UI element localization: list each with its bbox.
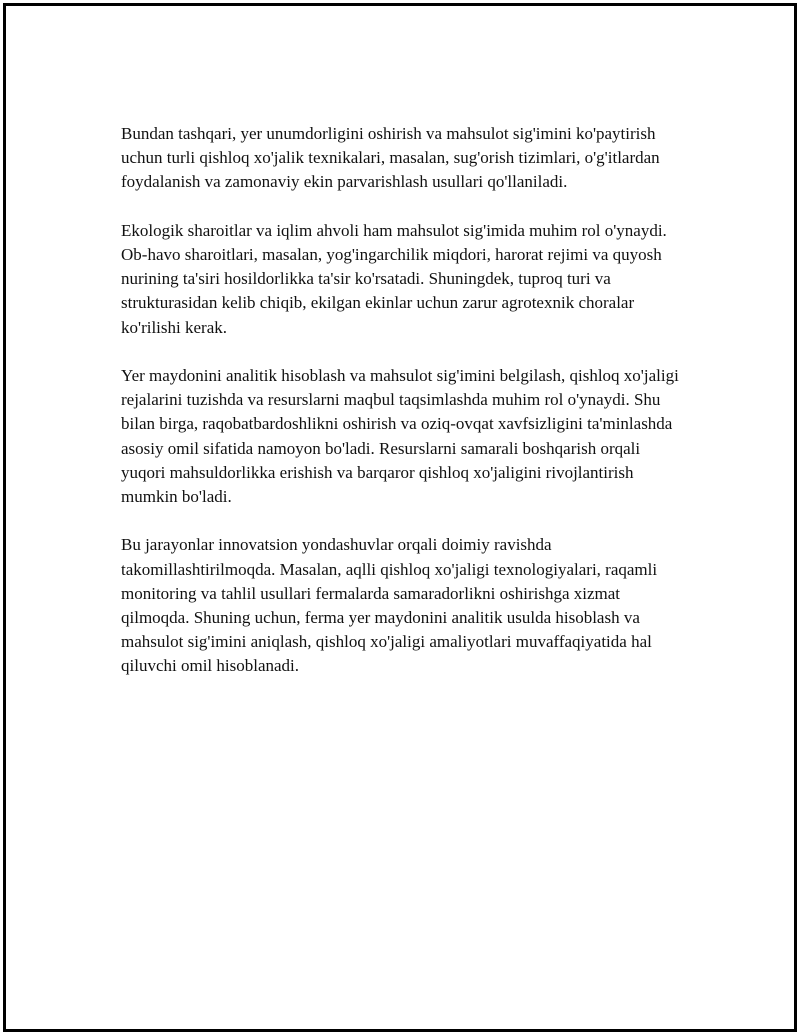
paragraph-2: Ekologik sharoitlar va iqlim ahvoli ham mahsulot sig'imida muhim rol o'ynaydi. Ob-havo sharoitlari, masalan, yog'ingarchilik miqdori, harorat rejimi va quyosh nurining ta'siri hosildorlikka ta'sir ko'rsatadi. Shuningdek, tuproq turi va strukturasidan kelib chiqib, ekilgan ekinlar uchun zarur agrotexnik choralar ko'rilishi kerak. [121,220,667,337]
page-border [3,3,797,1032]
paragraph-1: Bundan tashqari, yer unumdorligini oshirish va mahsulot sig'imini ko'paytirish uchun turli qishloq xo'jalik texnikalari, masalan, sug'orish tizimlari, o'g'itlardan foydalanish va zamonaviy ekin parvarishlash usullari qo'llaniladi. [121,124,660,192]
paragraph-4: Bu jarayonlar innovatsion yondashuvlar orqali doimiy ravishda takomillashtirilmoqda. Masalan, aqlli qishloq xo'jaligi texnologiyalari, raqamli monitoring va tahlil usullari fermalarda samaradorlikni oshirishga xizmat qilmoqda. Shuning uchun, ferma yer maydonini analitik usulda hisoblash va mahsulot sig'imini aniqlash, qishloq xo'jaligi amaliyotlari muvaffaqiyatida hal qiluvchi omil hisoblanadi. [121,535,658,676]
document-body [121,122,686,703]
paragraph-3: Yer maydonini analitik hisoblash va mahsulot sig'imini belgilash, qishloq xo'jaligi rejalarini tuzishda va resurslarni maqbul taqsimlashda muhim rol o'ynaydi. Shu bilan birga, raqobatbardoshlikni oshirish va oziq-ovqat xavfsizligini ta'minlashda asosiy omil sifatida namoyon bo'ladi. Resurslarni samarali boshqarish orqali yuqori mahsuldorlikka erishish va barqaror qishloq xo'jaligini rivojlantirish mumkin bo'ladi. [121,366,679,507]
